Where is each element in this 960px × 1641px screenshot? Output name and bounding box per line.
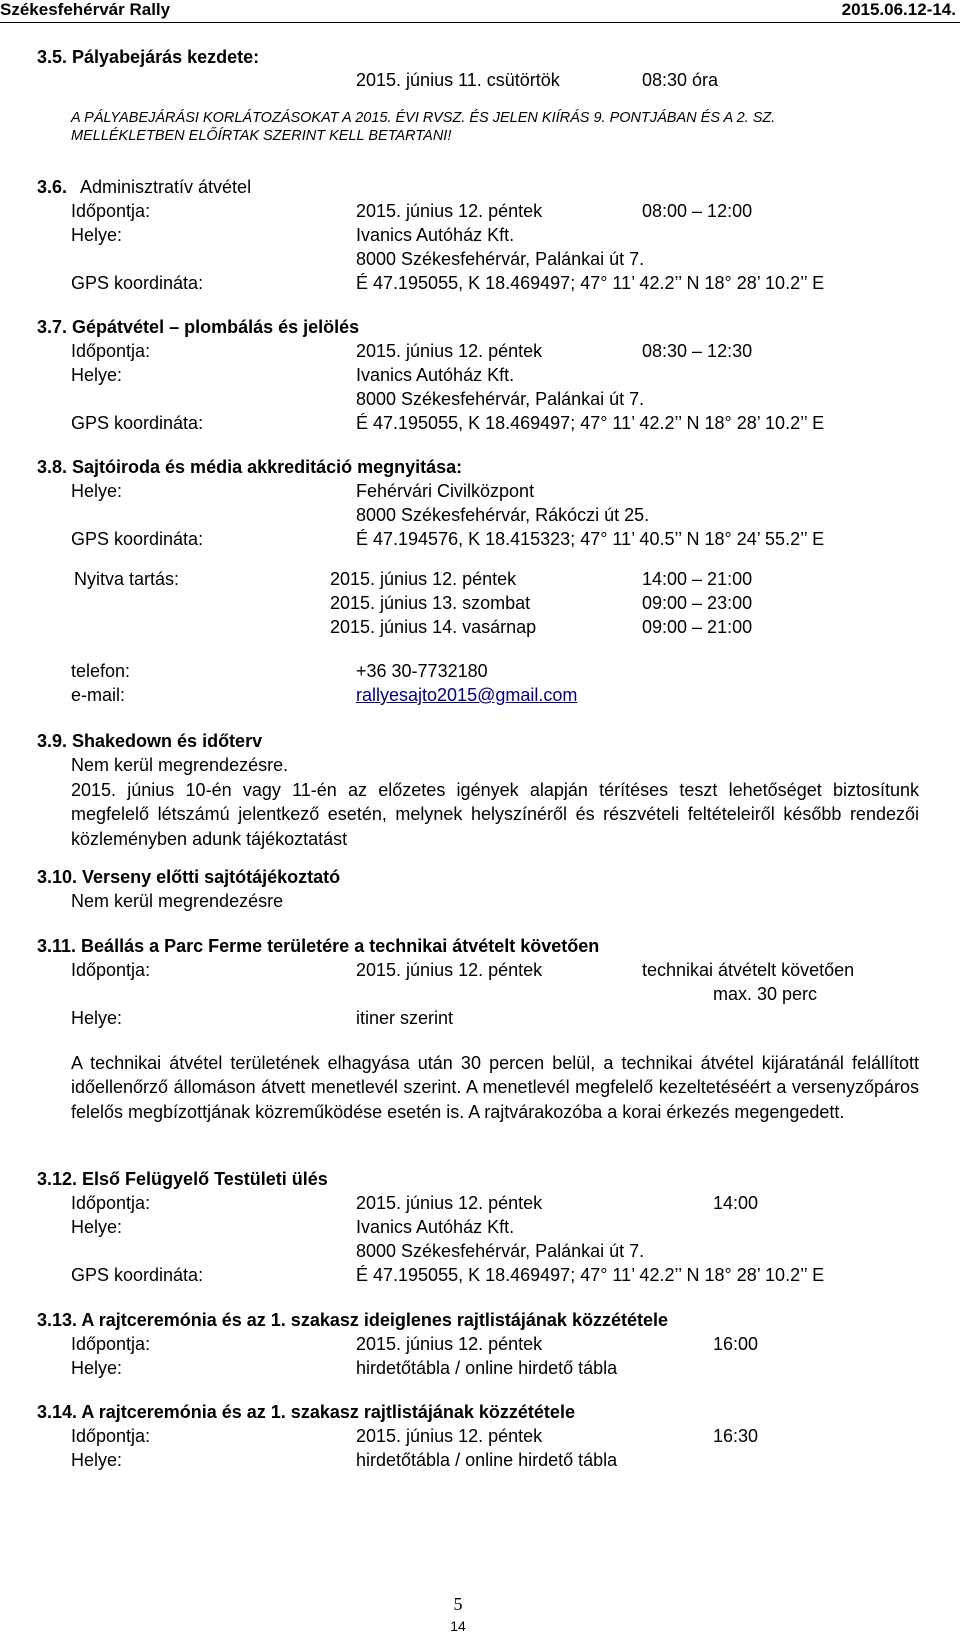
opening-time: 09:00 – 21:00: [642, 617, 753, 637]
section-3-11-title: 3.11. Beállás a Parc Ferme területére a technikai átvételt követően: [37, 936, 600, 956]
section-3-14-date: 2015. június 12. péntek: [356, 1426, 543, 1446]
section-3-12-place: Ivanics Autóház Kft.: [356, 1217, 515, 1237]
section-3-8-gps-label: GPS koordináta:: [71, 529, 204, 549]
section-3-7-title: 3.7. Gépátvétel – plombálás és jelölés: [37, 317, 360, 337]
section-3-14-title: 3.14. A rajtceremónia és az 1. szakasz rajtlistájának közzététele: [37, 1402, 575, 1422]
section-3-7-time-label: Időpontja:: [71, 341, 151, 361]
section-3-5-title: 3.5. Pályabejárás kezdete:: [37, 47, 260, 67]
page-number: 5: [453, 1594, 463, 1614]
section-3-6-place-label: Helye:: [71, 225, 123, 245]
header-divider: [0, 22, 960, 23]
section-3-14-time-label: Időpontja:: [71, 1426, 151, 1446]
section-3-7-place-label: Helye:: [71, 365, 123, 385]
section-3-5-note-line1: A PÁLYABEJÁRÁSI KORLÁTOZÁSOKAT A 2015. ÉVI RVSZ. ÉS JELEN KIÍRÁS 9. PONTJÁBAN ÉS A 2. SZ.: [71, 110, 776, 126]
section-3-6-gps: É 47.195055, K 18.469497; 47° 11’ 42.2’’ N 18° 28’ 10.2’’ E: [356, 273, 825, 293]
section-3-11-place-label: Helye:: [71, 1008, 123, 1028]
section-3-12-time-label: Időpontja:: [71, 1193, 151, 1213]
section-3-12-time: 14:00: [713, 1193, 759, 1213]
section-3-7-time: 08:30 – 12:30: [642, 341, 753, 361]
section-3-12-title: 3.12. Első Felügyelő Testületi ülés: [37, 1169, 328, 1189]
section-3-5-time: 08:30 óra: [642, 70, 719, 90]
section-3-11-time-limit: max. 30 perc: [713, 984, 818, 1004]
opening-date: 2015. június 12. péntek: [330, 569, 517, 589]
section-3-13-time: 16:00: [713, 1334, 759, 1354]
phone-number: +36 30-7732180: [356, 661, 488, 681]
opening-date: 2015. június 14. vasárnap: [330, 617, 537, 637]
header-title: Székesfehérvár Rally: [0, 0, 171, 19]
email-link[interactable]: rallyesajto2015@gmail.com: [356, 685, 578, 705]
section-3-7-gps: É 47.195055, K 18.469497; 47° 11’ 42.2’’ N 18° 28’ 10.2’’ E: [356, 413, 825, 433]
section-3-9-paragraph: 2015. június 10-én vagy 11-én az előzetes igények alapján térítéses teszt lehetőséget biztosítunk megfelelő létszámú jelentkező esetén, melynek helyszínéről és részvételi feltételeiről később rendezői közleményben adunk tájékoztatást: [71, 780, 919, 849]
section-3-13-date: 2015. június 12. péntek: [356, 1334, 543, 1354]
section-3-7-address: 8000 Székesfehérvár, Palánkai út 7.: [356, 389, 645, 409]
opening-date: 2015. június 13. szombat: [330, 593, 531, 613]
section-3-10-line1: Nem kerül megrendezésre: [71, 891, 284, 911]
section-3-9-title: 3.9. Shakedown és időterv: [37, 731, 263, 751]
section-3-7-gps-label: GPS koordináta:: [71, 413, 204, 433]
section-3-14-place-label: Helye:: [71, 1450, 123, 1470]
email-label: e-mail:: [71, 685, 126, 705]
section-3-13-title: 3.13. A rajtceremónia és az 1. szakasz ideiglenes rajtlistájának közzététele: [37, 1310, 668, 1330]
section-3-13-place: hirdetőtábla / online hirdető tábla: [356, 1358, 618, 1378]
section-3-10-title: 3.10. Verseny előtti sajtótájékoztató: [37, 867, 341, 887]
section-3-6-time-label: Időpontja:: [71, 201, 151, 221]
section-3-11-time: technikai átvételt követően: [642, 960, 855, 980]
section-3-12-gps-label: GPS koordináta:: [71, 1265, 204, 1285]
section-3-12-place-label: Helye:: [71, 1217, 123, 1237]
section-3-5-note-line2: MELLÉKLETBEN ELŐÍRTAK SZERINT KELL BETARTANI!: [71, 128, 452, 144]
section-3-7-date: 2015. június 12. péntek: [356, 341, 543, 361]
section-3-6-title: Adminisztratív átvétel: [80, 177, 252, 197]
section-3-12-address: 8000 Székesfehérvár, Palánkai út 7.: [356, 1241, 645, 1261]
section-3-6-time: 08:00 – 12:00: [642, 201, 753, 221]
section-3-14-time: 16:30: [713, 1426, 759, 1446]
section-3-9-line1: Nem kerül megrendezésre.: [71, 755, 289, 775]
section-3-7-place: Ivanics Autóház Kft.: [356, 365, 515, 385]
section-3-8-title: 3.8. Sajtóiroda és média akkreditáció megnyitása:: [37, 457, 463, 477]
page-total: 14: [450, 1618, 466, 1634]
section-3-8-opening-label: Nyitva tartás:: [74, 569, 180, 589]
phone-label: telefon:: [71, 661, 131, 681]
section-3-6-place: Ivanics Autóház Kft.: [356, 225, 515, 245]
section-3-8-gps: É 47.194576, K 18.415323; 47° 11’ 40.5’’ N 18° 24’ 55.2’’ E: [356, 529, 825, 549]
section-3-6-number: 3.6.: [37, 177, 68, 197]
section-3-11-place: itiner szerint: [356, 1008, 454, 1028]
section-3-8-address: 8000 Székesfehérvár, Rákóczi út 25.: [356, 505, 650, 525]
section-3-13-place-label: Helye:: [71, 1358, 123, 1378]
section-3-11-paragraph: A technikai átvétel területének elhagyása után 30 percen belül, a technikai átvétel kijáratánál felállított időellenőrző állomáson átvett menetlevél szerint. A menetlevél megfelelő kezeltetéséért a versenyzőpáros felelős megbízottjának közreműködése esetén is. A rajtvárakozóba a korai érkezés megengedett.: [71, 1053, 919, 1122]
section-3-6-address: 8000 Székesfehérvár, Palánkai út 7.: [356, 249, 645, 269]
section-3-12-date: 2015. június 12. péntek: [356, 1193, 543, 1213]
section-3-14-place: hirdetőtábla / online hirdető tábla: [356, 1450, 618, 1470]
opening-time: 09:00 – 23:00: [642, 593, 753, 613]
section-3-6-gps-label: GPS koordináta:: [71, 273, 204, 293]
section-3-11-date: 2015. június 12. péntek: [356, 960, 543, 980]
opening-time: 14:00 – 21:00: [642, 569, 753, 589]
header-date: 2015.06.12-14.: [841, 0, 956, 19]
section-3-8-place: Fehérvári Civilközpont: [356, 481, 535, 501]
section-3-11-time-label: Időpontja:: [71, 960, 151, 980]
section-3-5-date: 2015. június 11. csütörtök: [356, 70, 560, 90]
section-3-6-date: 2015. június 12. péntek: [356, 201, 543, 221]
section-3-13-time-label: Időpontja:: [71, 1334, 151, 1354]
section-3-12-gps: É 47.195055, K 18.469497; 47° 11’ 42.2’’ N 18° 28’ 10.2’’ E: [356, 1265, 825, 1285]
section-3-8-place-label: Helye:: [71, 481, 123, 501]
